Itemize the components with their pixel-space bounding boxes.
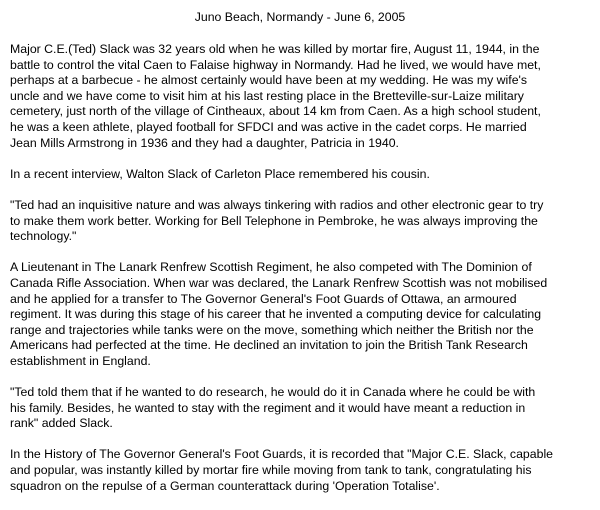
text-line: he was a keen athlete, played football for SFDCI and was active in the cadet corps. He married [10, 119, 527, 134]
paragraph-6 [10, 447, 595, 494]
text-line: cemetery, just north of the village of Cintheaux, about 14 km from Caen. As a high school student, [10, 104, 541, 119]
text-line: "Ted had an inquisitive nature and was always tinkering with radios and other electronic gear to try [10, 197, 544, 212]
text-line: range and trajectories while tanks were on the move, something which neither the British nor the [10, 322, 534, 337]
text-line: In a recent interview, Walton Slack of Carleton Place remembered his cousin. [10, 166, 430, 181]
text-line: to make them work better. Working for Bell Telephone in Pembroke, he was always improving the [10, 213, 538, 228]
paragraph-2 [10, 167, 595, 183]
text-line: Canada Rifle Association. When war was declared, the Lanark Renfrew Scottish was not mobilised [10, 275, 548, 290]
paragraph-4 [10, 260, 595, 369]
text-line: uncle and we have come to visit him at his last resting place in the Bretteville-sur-Laize military [10, 88, 524, 103]
paragraph-3 [10, 198, 595, 245]
document-body [10, 42, 595, 510]
text-line: rank" added Slack. [10, 416, 113, 431]
text-line: "Ted told them that if he wanted to do research, he would do it in Canada where he could be with [10, 385, 536, 400]
text-line: his family. Besides, he wanted to stay with the regiment and it would have meant a reduction in [10, 400, 526, 415]
text-line: perhaps at a barbecue - he almost certainly would have been at my wedding. He was my wife's [10, 73, 528, 88]
text-line: regiment. It was during this stage of his career that he invented a computing device for calculating [10, 307, 542, 322]
text-line: and he applied for a transfer to The Governor General's Foot Guards of Ottawa, an armoured [10, 291, 517, 306]
text-line: battle to control the vital Caen to Falaise highway in Normandy. Had he lived, we would have met, [10, 57, 541, 72]
text-line: establishment in England. [10, 353, 151, 368]
paragraph-1 [10, 42, 595, 151]
text-line: squadron on the repulse of a German counterattack during 'Operation Totalise'. [10, 478, 440, 493]
paragraph-5 [10, 385, 595, 432]
text-line: Jean Mills Armstrong in 1936 and they had a daughter, Patricia in 1940. [10, 135, 399, 150]
text-line: Americans had perfected at the time. He declined an invitation to join the British Tank Research [10, 338, 528, 353]
text-line: technology." [10, 229, 77, 244]
text-line: In the History of The Governor General's Foot Guards, it is recorded that "Major C.E. Slack, capable [10, 447, 554, 462]
text-line: A Lieutenant in The Lanark Renfrew Scottish Regiment, he also competed with The Dominion of [10, 260, 532, 275]
document-title: Juno Beach, Normandy - June 6, 2005 [194, 10, 406, 24]
text-line: Major C.E.(Ted) Slack was 32 years old when he was killed by mortar fire, August 11, 1944, in the [10, 42, 540, 56]
text-line: and popular, was instantly killed by mortar fire while moving from tank to tank, congratulating his [10, 463, 532, 478]
